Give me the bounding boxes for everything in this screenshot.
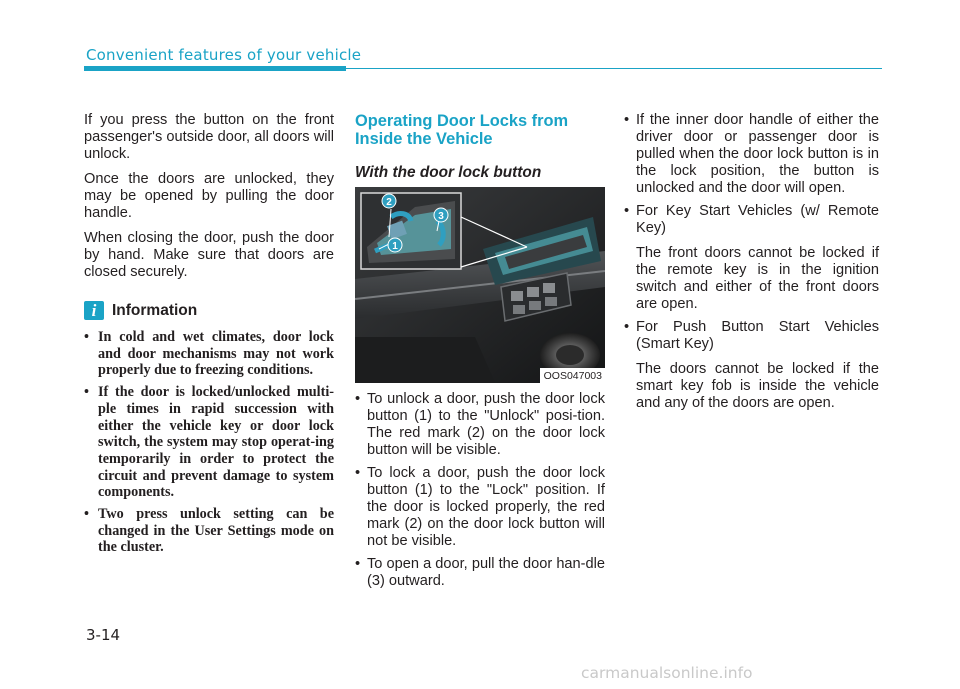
- information-item: • Two press unlock setting can be changed in the User Settings mode on the cluster.: [84, 506, 334, 556]
- paragraph: When closing the door, push the door by hand. Make sure that doors are closed securely.: [84, 230, 334, 280]
- information-list: [84, 329, 334, 556]
- note-item: [624, 112, 879, 197]
- note-detail: The doors cannot be locked if the smart key fob is inside the vehicle and any of the doors are open.: [636, 361, 879, 411]
- information-item: • In cold and wet climates, door lock and door mechanisms may not work properly due to freezing conditions.: [84, 329, 334, 379]
- door-lock-figure: [355, 187, 605, 383]
- instruction-item: • To open a door, pull the door han-dle (3) outward.: [355, 556, 605, 590]
- callout-3: [434, 208, 448, 222]
- section-header-title: Convenient features of your vehicle: [86, 46, 362, 64]
- note-text: For Key Start Vehicles (w/ Remote Key): [636, 203, 879, 236]
- middle-column: [355, 112, 605, 596]
- section-title: Operating Door Locks from Inside the Vehicle: [355, 112, 569, 148]
- instruction-item: • To unlock a door, push the door lock button (1) to the "Unlock" posi-tion. The red mark (2) on the door lock button will be visible.: [355, 391, 605, 459]
- note-text: For Push Button Start Vehicles (Smart Key): [636, 319, 879, 352]
- door-panel-illustration: [355, 187, 605, 383]
- header-rule: [346, 68, 882, 69]
- right-column: [624, 112, 879, 418]
- instruction-list: [355, 391, 605, 590]
- page-number: 3-14: [86, 626, 121, 644]
- note-text: If the inner door handle of either the driver door or passenger door is pulled when the door lock button is in the lock position, the button is unlocked and the door will open.: [636, 112, 879, 196]
- subsection-title: With the door lock button: [355, 164, 542, 181]
- callout-1: [388, 238, 402, 252]
- paragraph: Once the doors are unlocked, they may be opened by pulling the door handle.: [84, 171, 334, 221]
- callout-label: 3: [438, 211, 444, 222]
- paragraph: If you press the button on the front passenger's outside door, all doors will unlock.: [84, 112, 334, 162]
- note-item: [624, 319, 879, 412]
- note-detail: The front doors cannot be locked if the remote key is in the ignition switch and either of the front doors are open.: [636, 245, 879, 312]
- instruction-item: • To lock a door, push the door lock button (1) to the "Lock" position. If the door is locked properly, the red mark (2) on the door lock button will not be visible.: [355, 465, 605, 550]
- figure-code: OOS047003: [540, 368, 605, 383]
- information-title: Information: [112, 302, 198, 319]
- header-accent-bar: [84, 66, 346, 71]
- callout-label: 2: [386, 197, 392, 208]
- callout-label: 1: [392, 241, 398, 252]
- information-heading: [84, 301, 334, 320]
- watermark-text: carmanualsonline.info: [581, 664, 753, 682]
- callout-2: [382, 194, 396, 208]
- info-icon: i: [84, 301, 104, 320]
- left-column: [84, 112, 334, 561]
- note-item: [624, 203, 879, 313]
- note-list: [624, 112, 879, 412]
- information-item: • If the door is locked/unlocked multi-ple times in rapid succession with either the vehicle key or door lock switch, the system may stop operat-ing temporarily in order to protect the circuit and prevent damage to system components.: [84, 384, 334, 501]
